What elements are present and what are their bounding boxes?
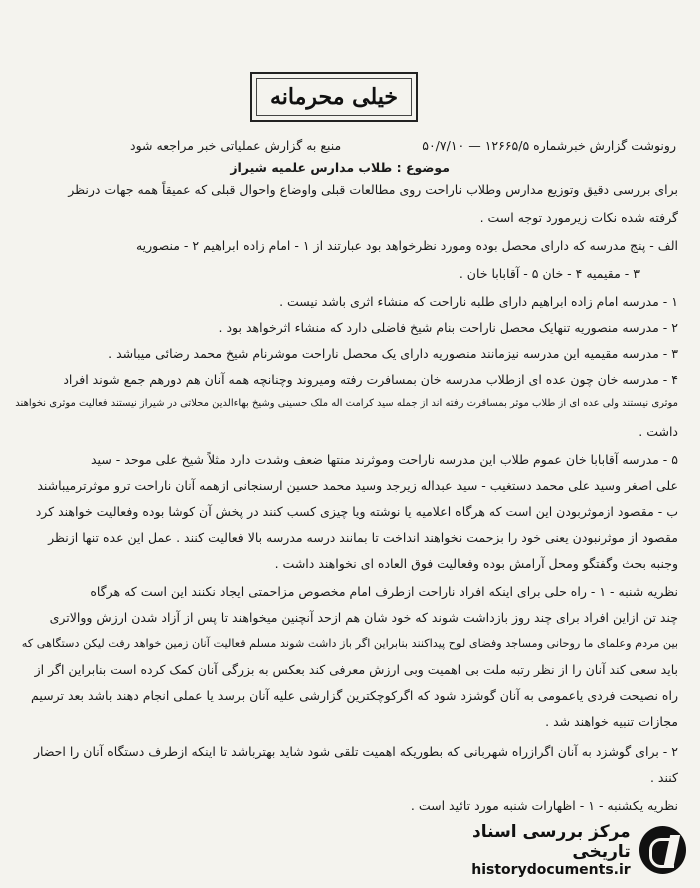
body-line-11: ۵ - مدرسه آقابابا خان عموم طلاب این مدرسه ناراحت وموثرند منتها ضعف وشدت دارد مثلاً شیخ علی موحد - سید — [91, 452, 678, 467]
body-line-21: مجازات تنبیه خواهند شد . — [545, 714, 678, 729]
body-line-24: نظریه یکشنبه - ۱ - اظهارات شنبه مورد تائید است . — [410, 798, 678, 813]
archive-logo — [411, 820, 686, 880]
body-line-22: ۲ - برای گوشزد به آنان اگرازراه شهربانی که بطوریکه اهمیت تلقی شود شاید بهترباشد تا اینکه ازطرف دستگاه آنان را احضار — [33, 744, 678, 759]
body-line-15: وجنبه بحث وگفتگو ومحل آرامش بوده وفعالیت فوق العاده ای نخواهند داشت . — [274, 556, 678, 571]
body-line-5: ۱ - مدرسه امام زاده ابراهیم دارای طلبه ناراحت که منشاء اثری باشد نیست . — [279, 294, 678, 309]
logo-title: مرکز بررسی اسناد تاریخی — [472, 822, 631, 862]
body-line-23: کنند . — [649, 770, 678, 785]
header-row — [40, 138, 676, 156]
confidential-stamp — [250, 72, 418, 122]
body-line-8: ۴ - مدرسه خان چون عده ای ازطلاب مدرسه خان بمسافرت رفته ومیروند وچنانچه همه آنان هم دورهم جمع شوند افراد — [63, 372, 678, 387]
body-line-12: علی اصغر وسید علی محمد دستغیب - سید عبداله زیرجد وسید محمد حسین ارسنجانی ازهمه آنان ناراحت ترو موثرترمیباشند — [37, 478, 678, 493]
copy-line: رونوشت گزارش خبرشماره ۱۲۶۶۵/۵ — ۵۰/۷/۱۰ — [422, 138, 676, 153]
body-line-18: بین مردم وعلمای ما روحانی ومساجد وفضای لوح پیداکنند بنابراین اگر باز داشت شوند مسلم فعالیت آنان زمین خواهد رفت لیکن دستگاهی که — [21, 637, 678, 650]
body-line-19: باید سعی کند آنان را از نظر رتبه ملت بی اهمیت وبی ارزش معرفی کند بعکس به بزرگی آنان کمک کرده است بنابراین اگر از — [34, 662, 678, 677]
body-line-20: راه نصیحت فردی یاعمومی به آنان گوشزد شود که اگرکوچکترین گزارشی علیه آنان برسد یا عملی انجام دهند باشد بعد ترسیم — [31, 688, 678, 703]
body-line-17: چند تن ازاین افراد برای چند روز بازداشت شوند که خود شان هم ازحد آنچنین میخواهند تا پس از آزاد شدن ارزش ووالاتری — [49, 610, 678, 625]
archive-emblem-icon — [639, 826, 686, 874]
body-line-16: نظریه شنبه - ۱ - راه حلی برای اینکه افراد ناراحت ازطرف امام مخصوص مزاحمتی ایجاد نکنند این است که هرگاه — [90, 584, 678, 599]
body-line-3: الف - پنج مدرسه که دارای محصل بوده ومورد نظرخواهد بود عبارتند از ۱ - امام زاده ابراهیم ۲ - منصوریه — [135, 238, 678, 253]
body-line-7: ۳ - مدرسه مقیمیه این مدرسه نیزمانند منصوریه دارای یک محصل ناراحت موشرنام شیخ محمد رضائی میباشد . — [108, 346, 678, 361]
body-line-9-text: موثری نیستند ولی عده ای از طلاب موثر بمسافرت رفته اند از جمله سید کرامت اله ملک حسینی وشیخ بهاءالدین محلاتی در شیراز نیستند فعالیت موثری نخواهند — [15, 398, 678, 409]
body-line-13: ب - مقصود ازموثربودن این است که هرگاه اعلامیه یا نوشته ویا چیزی کسب کنند در پخش آن کوشا بوده وفعالیت خواهند کرد — [35, 504, 678, 519]
body-line-2: گرفته شده نکات زیرمورد توجه است . — [479, 210, 678, 225]
logo-url: historydocuments.ir — [471, 862, 631, 878]
stamp-text: خیلی محرمانه — [269, 84, 399, 110]
body-line-4: ۳ - مقیمیه ۴ - خان ۵ - آقابابا خان . — [458, 266, 640, 281]
body-line-10: داشت . — [638, 424, 678, 439]
body-line-14: مقصود از موثرنبودن یعنی خود را بزحمت نخواهند انداخت تا بمانند درسه مدرسه بالا فعالیت کنند . عمل این عده تنها ازنظر — [48, 530, 678, 545]
subject-line: موضوع : طلاب مدارس علمیه شیراز — [230, 160, 450, 175]
logo-text-block — [411, 822, 631, 878]
reference-line: منبع به گزارش عملیاتی خبر مراجعه شود — [130, 138, 342, 153]
body-line-1: برای بررسی دقیق وتوزیع مدارس وطلاب ناراحت روی مطالعات قبلی واوضاع واحوال قبلی که عمیقاً همه جهات درنظر — [68, 182, 678, 197]
body-line-6: ۲ - مدرسه منصوریه تنهایک محصل ناراحت بنام شیخ فاضلی دارد که منشاء اثرخواهد بود . — [218, 320, 678, 335]
body-line-9 — [15, 396, 678, 412]
